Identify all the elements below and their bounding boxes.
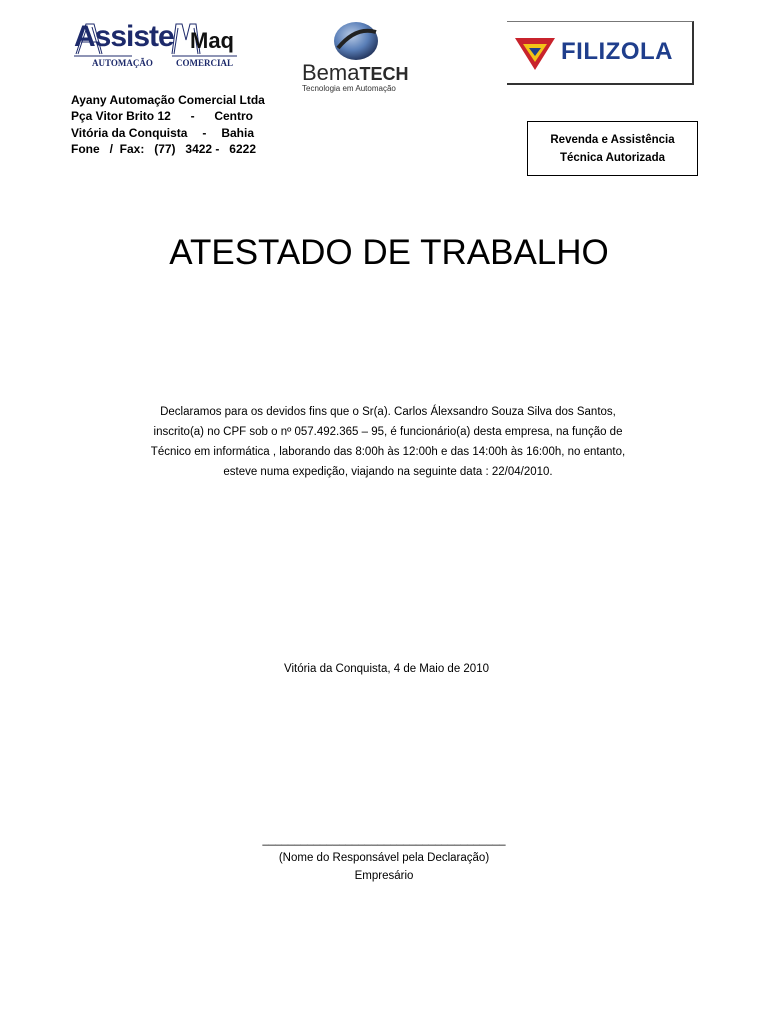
filizola-logo	[507, 21, 694, 85]
body-line-4: esteve numa expedição, viajando na seguinte data : 22/04/2010.	[223, 466, 553, 478]
phone-number-b: 6222	[229, 142, 256, 157]
assistemaq-automacao: AUTOMAÇÃO	[92, 58, 153, 68]
revenda-line2: Técnica Autorizada	[559, 151, 666, 164]
filizola-emblem-icon	[513, 34, 557, 74]
bematech-sphere-icon	[330, 18, 382, 62]
assistemaq-logo	[72, 20, 242, 72]
document-title: ATESTADO DE TRABALHO	[169, 233, 609, 272]
declaration-body	[130, 402, 646, 482]
phone-ddd: (77)	[154, 142, 176, 157]
body-line-2: inscrito(a) no CPF sob o nº 057.492.365 – 95, é funcionário(a) desta empresa, na função de	[153, 426, 623, 438]
company-name: Ayany Automação Comercial Ltda	[71, 93, 265, 107]
city-separator: -	[202, 125, 207, 140]
body-line-1: Declaramos para os devidos fins que o Sr(a). Carlos Álexsandro Souza Silva dos Santos,	[160, 406, 616, 418]
company-address	[71, 108, 253, 124]
date-line: Vitória da Conquista, 4 de Maio de 2010	[283, 663, 489, 675]
bematech-tagline: Tecnologia em Automação	[302, 84, 396, 93]
signature-name: (Nome do Responsável pela Declaração)	[278, 852, 490, 864]
bematech-wordmark	[302, 60, 408, 86]
address-district: Centro	[214, 109, 253, 124]
address-street: Pça Vitor Brito 12	[71, 109, 171, 124]
company-city	[71, 125, 254, 141]
city-name: Vitória da Conquista	[71, 125, 188, 140]
revenda-box	[527, 121, 698, 176]
body-line-3: Técnico em informática , laborando das 8:00h às 12:00h e das 14:00h às 16:00h, no entanto,	[150, 446, 626, 458]
company-phone	[71, 141, 256, 157]
signature-line: ______________________________________	[262, 834, 506, 846]
bematech-word-bema: Bema	[302, 60, 360, 85]
assistemaq-comercial: COMERCIAL	[176, 58, 234, 68]
signature-role: Empresário	[354, 870, 414, 882]
address-separator: -	[190, 109, 195, 124]
bematech-word-tech: TECH	[359, 64, 409, 84]
assistemaq-word: Assiste	[74, 20, 174, 53]
city-state: Bahia	[221, 125, 254, 140]
phone-number-a: 3422 -	[185, 142, 220, 157]
bematech-logo	[298, 18, 416, 94]
phone-label: Fone / Fax:	[71, 142, 145, 157]
company-info	[71, 92, 271, 158]
assistemaq-maq-word: Maq	[190, 28, 234, 53]
filizola-wordmark: FILIZOLA	[561, 38, 673, 65]
signature-block	[0, 831, 768, 885]
revenda-line1: Revenda e Assistência	[550, 133, 675, 146]
